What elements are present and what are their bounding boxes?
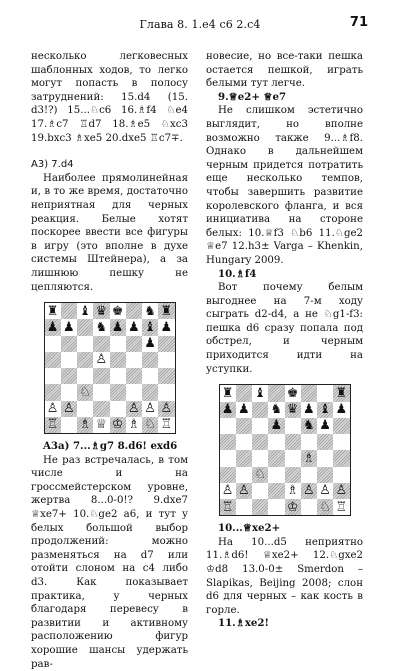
board-square bbox=[252, 483, 268, 499]
board-square bbox=[252, 499, 268, 515]
board-square bbox=[126, 368, 142, 384]
board-square bbox=[158, 401, 174, 417]
page-number: 71 bbox=[349, 15, 368, 30]
board-square bbox=[285, 402, 301, 418]
chess-piece: ♜ bbox=[221, 385, 234, 401]
board-square bbox=[252, 402, 268, 418]
chess-piece: ♕ bbox=[95, 417, 108, 433]
board-square bbox=[126, 303, 142, 319]
board-square bbox=[236, 499, 252, 515]
chessboard bbox=[219, 384, 351, 516]
chess-piece: ♔ bbox=[111, 417, 124, 433]
chess-piece: ♙ bbox=[46, 401, 59, 417]
board-square bbox=[77, 303, 93, 319]
board-square bbox=[158, 384, 174, 400]
chess-piece: ♙ bbox=[221, 483, 234, 499]
board-square bbox=[61, 384, 77, 400]
board-square bbox=[236, 385, 252, 401]
board-square bbox=[142, 417, 158, 433]
board-square bbox=[61, 336, 77, 352]
paragraph: Наиболее прямолинейная и, в то же время, достаточно неприятная для черных реакция. Белые хотят поскорее ввести все фигуры в игру (это вполне в духе системы Штейнера), а за лишнюю пешку не цепляются. bbox=[31, 172, 188, 293]
move-line: 9.♕e2+ ♕e7 bbox=[218, 90, 287, 103]
board-square bbox=[45, 303, 61, 319]
chess-piece: ♙ bbox=[128, 401, 140, 417]
board-square bbox=[236, 450, 252, 466]
chess-piece: ♗ bbox=[303, 450, 315, 466]
board-square bbox=[61, 368, 77, 384]
chess-piece: ♖ bbox=[221, 499, 234, 515]
chess-piece: ♘ bbox=[254, 467, 266, 483]
board-square bbox=[317, 499, 333, 515]
chess-piece: ♝ bbox=[254, 385, 266, 401]
board-square bbox=[110, 384, 126, 400]
board-square bbox=[285, 434, 301, 450]
running-header bbox=[0, 14, 400, 36]
board-square bbox=[268, 499, 284, 515]
board-square bbox=[93, 384, 109, 400]
board-square bbox=[317, 402, 333, 418]
board-square bbox=[317, 434, 333, 450]
board-square bbox=[93, 303, 109, 319]
board-square bbox=[220, 450, 236, 466]
chess-piece: ♘ bbox=[79, 384, 91, 400]
board-square bbox=[333, 467, 349, 483]
chess-piece: ♝ bbox=[319, 402, 331, 418]
board-square bbox=[45, 368, 61, 384]
chess-piece: ♛ bbox=[286, 402, 299, 418]
chess-piece: ♝ bbox=[79, 303, 91, 319]
board-square bbox=[142, 401, 158, 417]
right-column bbox=[206, 50, 363, 631]
chess-piece: ♘ bbox=[144, 417, 156, 433]
board-square bbox=[252, 450, 268, 466]
board-square bbox=[77, 336, 93, 352]
board-square bbox=[220, 483, 236, 499]
board-square bbox=[93, 352, 109, 368]
chess-piece: ♚ bbox=[111, 303, 124, 319]
board-square bbox=[236, 483, 252, 499]
board-square bbox=[268, 402, 284, 418]
chess-piece: ♙ bbox=[238, 483, 250, 499]
board-square bbox=[220, 467, 236, 483]
move-line: 10...♕xe2+ bbox=[218, 522, 281, 535]
board-square bbox=[77, 368, 93, 384]
board-square bbox=[220, 499, 236, 515]
chess-piece: ♟ bbox=[335, 402, 348, 418]
chess-piece: ♙ bbox=[319, 483, 331, 499]
board-square bbox=[268, 418, 284, 434]
board-square bbox=[301, 418, 317, 434]
chess-piece: ♘ bbox=[319, 499, 331, 515]
board-square bbox=[93, 336, 109, 352]
chess-piece: ♔ bbox=[286, 499, 299, 515]
chess-piece: ♖ bbox=[335, 499, 348, 515]
paragraph: Вот почему белым выгоднее на 7-м ходу сыграть d2-d4, а не ♘g1-f3: пешка d6 сразу попала под обстрел, и черным приходится идти на уступки. bbox=[206, 282, 363, 375]
chess-piece: ♜ bbox=[46, 303, 59, 319]
chess-piece: ♗ bbox=[128, 417, 140, 433]
chess-piece: ♟ bbox=[270, 418, 283, 434]
board-square bbox=[333, 499, 349, 515]
board-square bbox=[252, 434, 268, 450]
board-square bbox=[268, 434, 284, 450]
board-square bbox=[317, 483, 333, 499]
board-square bbox=[158, 417, 174, 433]
chess-piece: ♙ bbox=[335, 483, 348, 499]
board-square bbox=[110, 352, 126, 368]
board-square bbox=[61, 401, 77, 417]
board-square bbox=[268, 483, 284, 499]
chess-piece: ♟ bbox=[128, 319, 140, 335]
board-square bbox=[61, 352, 77, 368]
board-square bbox=[45, 352, 61, 368]
chess-piece: ♛ bbox=[95, 303, 108, 319]
board-square bbox=[236, 434, 252, 450]
board-square bbox=[61, 417, 77, 433]
board-square bbox=[158, 319, 174, 335]
chess-piece: ♟ bbox=[63, 319, 75, 335]
board-square bbox=[142, 319, 158, 335]
board-square bbox=[93, 417, 109, 433]
board-square bbox=[285, 499, 301, 515]
chess-piece: ♟ bbox=[238, 402, 250, 418]
board-square bbox=[77, 417, 93, 433]
board-square bbox=[236, 402, 252, 418]
board-square bbox=[317, 418, 333, 434]
board-square bbox=[317, 450, 333, 466]
board-square bbox=[110, 368, 126, 384]
move-line: 11.♗xe2! bbox=[218, 617, 269, 630]
board-square bbox=[45, 319, 61, 335]
paragraph: Не раз встречалась, в том числе и на гроссмейстерском уровне, жертва 8...0-0!? 9.dxe7 ♕xe7+ 10.♘ge2 a6, и тут у белых большой выбор продолжений: можно разменяться на d7 или отойти слоном на c4 либо d3. Как показывает практика, у черных благодаря перевесу в развитии и активному расположению фигур хорошие шансы удержать рав- bbox=[31, 454, 188, 670]
board-square bbox=[77, 319, 93, 335]
board-square bbox=[285, 467, 301, 483]
chess-piece: ♙ bbox=[144, 401, 156, 417]
board-square bbox=[301, 402, 317, 418]
board-square bbox=[158, 368, 174, 384]
chess-piece: ♟ bbox=[160, 319, 173, 335]
move-line: A3a) 7...♗g7 8.d6! exd6 bbox=[43, 440, 178, 453]
board-square bbox=[268, 467, 284, 483]
board-square bbox=[333, 483, 349, 499]
board-square bbox=[126, 417, 142, 433]
chess-piece: ♞ bbox=[270, 402, 283, 418]
board-square bbox=[61, 319, 77, 335]
left-column bbox=[31, 50, 188, 671]
board-square bbox=[93, 368, 109, 384]
board-square bbox=[93, 401, 109, 417]
chess-piece: ♞ bbox=[303, 418, 315, 434]
board-square bbox=[252, 467, 268, 483]
board-square bbox=[220, 385, 236, 401]
board-square bbox=[77, 384, 93, 400]
board-square bbox=[301, 467, 317, 483]
board-square bbox=[142, 352, 158, 368]
chess-piece: ♙ bbox=[63, 401, 75, 417]
paragraph: новесие, но все-таки пешка остается пешкой, играть белыми тут легче. bbox=[206, 51, 363, 90]
board-square bbox=[126, 352, 142, 368]
board-square bbox=[126, 401, 142, 417]
board-square bbox=[301, 483, 317, 499]
chess-piece: ♟ bbox=[319, 418, 331, 434]
board-square bbox=[77, 401, 93, 417]
board-square bbox=[77, 352, 93, 368]
board-square bbox=[158, 352, 174, 368]
chess-piece: ♟ bbox=[46, 319, 59, 335]
chess-diagram-1 bbox=[31, 302, 188, 434]
board-square bbox=[158, 336, 174, 352]
board-square bbox=[110, 303, 126, 319]
board-square bbox=[333, 385, 349, 401]
board-square bbox=[285, 450, 301, 466]
board-square bbox=[110, 417, 126, 433]
board-square bbox=[268, 450, 284, 466]
chess-diagram-2 bbox=[206, 384, 363, 516]
board-square bbox=[126, 336, 142, 352]
board-square bbox=[285, 385, 301, 401]
board-square bbox=[333, 418, 349, 434]
paragraph: На 10...d5 неприятно 11.♗d6! ♕xe2+ 12.♘gxe2 ♔d8 13.0-0± Smerdon – Slapikas, Beijing 2008; слон d6 для черных – как кость в горле. bbox=[206, 536, 363, 616]
chess-piece: ♙ bbox=[160, 401, 173, 417]
board-square bbox=[285, 418, 301, 434]
board-square bbox=[126, 384, 142, 400]
chess-piece: ♟ bbox=[303, 402, 315, 418]
board-square bbox=[301, 450, 317, 466]
board-square bbox=[236, 418, 252, 434]
board-square bbox=[317, 385, 333, 401]
board-square bbox=[301, 385, 317, 401]
board-square bbox=[110, 319, 126, 335]
section-heading: A3) 7.d4 bbox=[31, 159, 74, 171]
chess-piece: ♜ bbox=[335, 385, 348, 401]
chess-piece: ♝ bbox=[144, 319, 156, 335]
board-square bbox=[285, 483, 301, 499]
paragraph: несколько легковесных шаблонных ходов, то легко могут попасть в полосу затруднений: 15.d4 (15. d3!?) 15...♘c6 16.♗f4 ♘e4 17.♗c7 ♖d7 18.♗e5 ♘xc3 19.bxc3 ♗xe5 20.dxe5 ♖c7∓. bbox=[31, 51, 188, 144]
board-square bbox=[93, 319, 109, 335]
board-square bbox=[142, 336, 158, 352]
chess-piece: ♙ bbox=[303, 483, 315, 499]
move-line: 10.♗f4 bbox=[218, 267, 257, 280]
board-square bbox=[333, 450, 349, 466]
board-square bbox=[45, 336, 61, 352]
chess-piece: ♟ bbox=[111, 319, 124, 335]
chessboard bbox=[44, 302, 176, 434]
chess-piece: ♟ bbox=[144, 336, 156, 352]
board-square bbox=[61, 303, 77, 319]
board-square bbox=[301, 499, 317, 515]
board-square bbox=[252, 418, 268, 434]
chess-piece: ♟ bbox=[221, 402, 234, 418]
board-square bbox=[236, 467, 252, 483]
board-square bbox=[126, 319, 142, 335]
chess-piece: ♖ bbox=[160, 417, 173, 433]
board-square bbox=[220, 402, 236, 418]
chess-piece: ♚ bbox=[286, 385, 299, 401]
board-square bbox=[110, 336, 126, 352]
board-square bbox=[142, 303, 158, 319]
board-square bbox=[45, 401, 61, 417]
board-square bbox=[142, 384, 158, 400]
chess-piece: ♗ bbox=[79, 417, 91, 433]
board-square bbox=[333, 402, 349, 418]
board-square bbox=[45, 384, 61, 400]
board-square bbox=[268, 385, 284, 401]
chess-piece: ♗ bbox=[286, 483, 299, 499]
board-square bbox=[110, 401, 126, 417]
paragraph: Не слишком эстетично выглядит, но вполне возможно также 9...♗f8. Однако в дальнейшем черным придется потратить еще несколько темпов, чтобы завершить развитие королевского фланга, и вся инициатива на стороне белых: 10.♕f3 ♘b6 11.♘ge2 ♕e7 12.h3± Varga – Khenkin, Hungary 2009. bbox=[206, 105, 363, 266]
board-square bbox=[45, 417, 61, 433]
board-square bbox=[142, 368, 158, 384]
chess-piece: ♖ bbox=[46, 417, 59, 433]
board-square bbox=[333, 434, 349, 450]
board-square bbox=[220, 418, 236, 434]
board-square bbox=[317, 467, 333, 483]
board-square bbox=[252, 385, 268, 401]
board-square bbox=[220, 434, 236, 450]
board-square bbox=[158, 303, 174, 319]
chess-piece: ♙ bbox=[95, 352, 108, 368]
chess-piece: ♞ bbox=[95, 319, 108, 335]
board-square bbox=[301, 434, 317, 450]
chapter-title: Глава 8. 1.e4 c6 2.c4 bbox=[139, 18, 261, 31]
chess-piece: ♜ bbox=[160, 303, 173, 319]
chess-piece: ♞ bbox=[144, 303, 156, 319]
